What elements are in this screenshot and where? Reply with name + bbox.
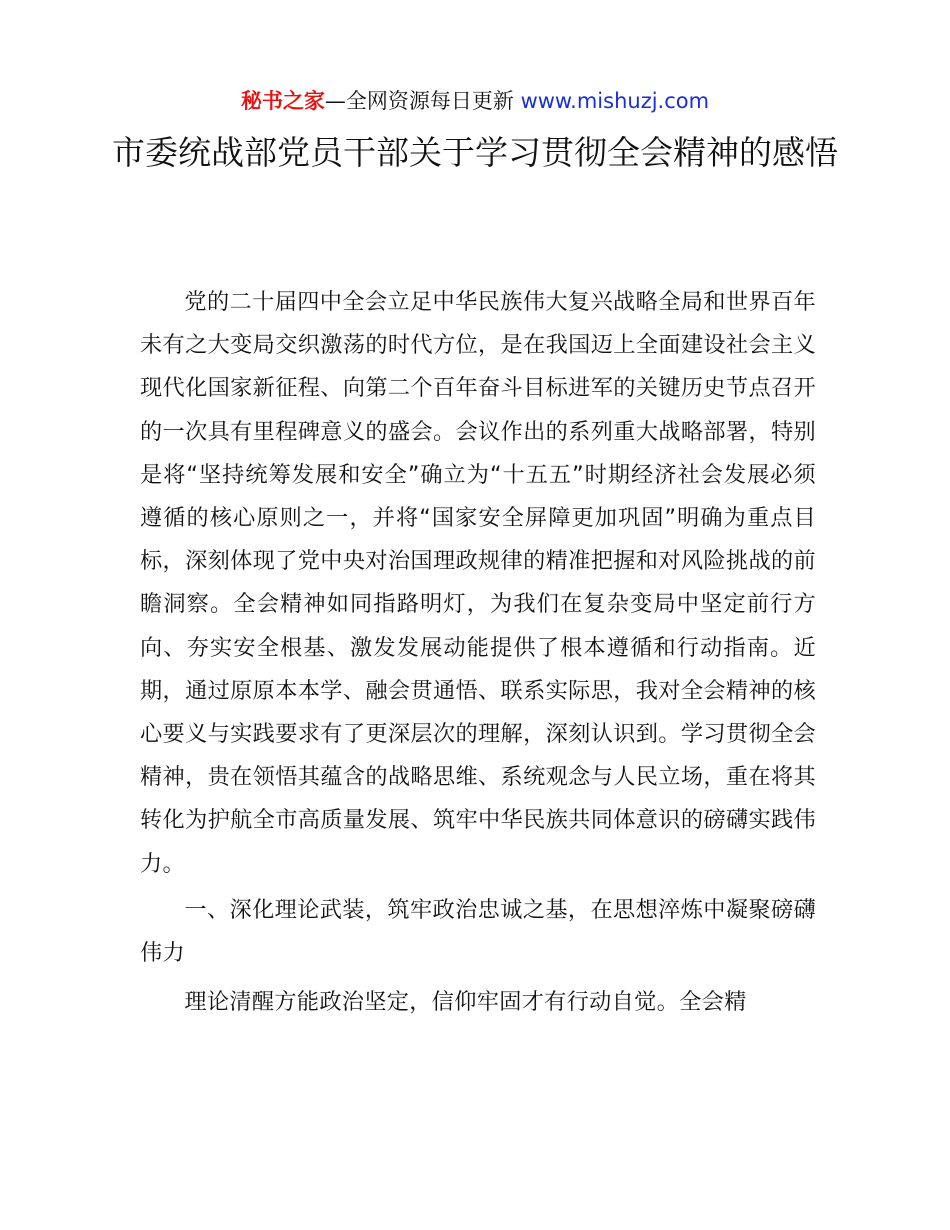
site-tagline: —全网资源每日更新 — [324, 89, 521, 113]
document-body — [140, 281, 816, 1027]
body-paragraph: 理论清醒方能政治坚定，信仰牢固才有行动自觉。全会精 — [184, 989, 747, 1016]
body-paragraph: 党的二十届四中全会立足中华民族伟大复兴战略全局和世界百年未有之大变局交织激荡的时代方位，是在我国迈上全面建设社会主义现代化国家新征程、向第二个百年奋斗目标进军的关键历史节点召开的一次具有里程碑意义的盛会。会议作出的系列重大战略部署，特别是将“坚持统筹发展和安全”确立为“十五五”时期经济社会发展必须遵循的核心原则之一，并将“国家安全屏障更加巩固”明确为重点目标，深刻体现了党中央对治国理政规律的精准把握和对风险挑战的前瞻洞察。全会精神如同指路明灯，为我们在复杂变局中坚定前行方向、夯实安全根基、激发发展动能提供了根本遵循和行动指南。近期，通过原原本本学、融会贯通悟、联系实际思，我对全会精神的核心要义与实践要求有了更深层次的理解，深刻认识到。学习贯彻全会精神，贵在领悟其蕴含的战略思维、系统观念与人民立场，重在将其转化为护航全市高质量发展、筑牢中华民族共同体意识的磅礴实践伟力。 — [140, 289, 816, 877]
site-url-link[interactable]: www.mishuzj.com — [520, 89, 710, 113]
section-heading: 一、深化理论武装，筑牢政治忠诚之基，在思想淬炼中凝聚磅礴伟力 — [140, 896, 816, 967]
site-header — [0, 86, 950, 116]
brand-name: 秘书之家 — [240, 89, 325, 113]
document-title: 市委统战部党员干部关于学习贯彻全会精神的感悟 — [112, 133, 838, 172]
